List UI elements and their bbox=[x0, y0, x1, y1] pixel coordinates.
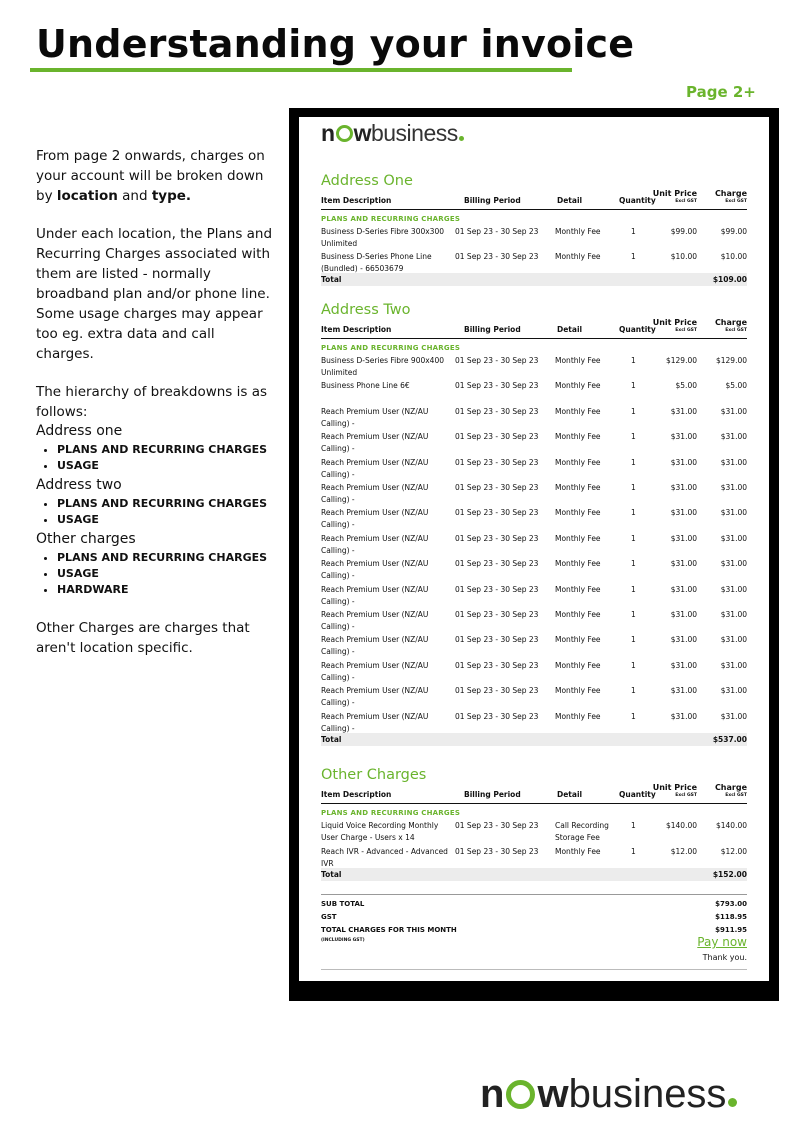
row-detail: Monthly Fee bbox=[555, 406, 601, 416]
footer-logo-letter-n: n bbox=[480, 1072, 505, 1116]
row-quantity: 1 bbox=[631, 252, 636, 261]
row-description: Reach Premium User (NZ/AU Calling) - bbox=[321, 483, 429, 504]
hierarchy-groups bbox=[36, 422, 276, 598]
footer-logo-dot-icon bbox=[728, 1098, 737, 1107]
row-quantity: 1 bbox=[631, 457, 636, 467]
header-quantity: Quantity bbox=[619, 196, 656, 205]
logo-letter-n: n bbox=[321, 120, 335, 146]
row-detail: Monthly Fee bbox=[555, 432, 601, 442]
row-detail: Monthly Fee bbox=[555, 711, 601, 721]
footer-logo-ring-icon bbox=[506, 1080, 535, 1109]
footer-logo-word: business bbox=[568, 1072, 727, 1116]
row-billing-period: 01 Sep 23 - 30 Sep 23 bbox=[455, 432, 539, 442]
row-detail: Monthly Fee bbox=[555, 381, 601, 391]
hierarchy-group-list bbox=[36, 496, 276, 528]
row-detail: Monthly Fee bbox=[555, 483, 601, 492]
pay-now-link[interactable]: Pay now bbox=[697, 935, 747, 949]
thank-you-text: Thank you. bbox=[702, 953, 747, 962]
header-detail: Detail bbox=[557, 325, 583, 334]
row-description: Reach IVR - Advanced - Advanced IVR bbox=[321, 846, 448, 868]
row-detail: Monthly Fee bbox=[555, 559, 601, 569]
total-label: Total bbox=[321, 870, 342, 879]
row-description: Reach Premium User (NZ/AU Calling) - bbox=[321, 711, 429, 733]
row-description: Business D-Series Fibre 900x400 Unlimited bbox=[321, 356, 444, 377]
total-label: Total bbox=[321, 735, 342, 744]
row-billing-period: 01 Sep 23 - 30 Sep 23 bbox=[455, 660, 539, 670]
row-billing-period: 01 Sep 23 - 30 Sep 23 bbox=[455, 821, 539, 830]
row-unit-price: $31.00 bbox=[670, 457, 697, 467]
row-billing-period: 01 Sep 23 - 30 Sep 23 bbox=[455, 584, 539, 594]
header-unit-price-label: Unit Price bbox=[652, 783, 697, 792]
row-charge: $31.00 bbox=[720, 508, 747, 518]
row-charge: $31.00 bbox=[720, 584, 747, 594]
row-unit-price: $31.00 bbox=[670, 686, 697, 696]
other-category: PLANS AND RECURRING CHARGES bbox=[321, 809, 461, 817]
row-quantity: 1 bbox=[631, 660, 636, 670]
row-description: Business Phone Line 6€ bbox=[321, 381, 410, 391]
row-charge: $31.00 bbox=[720, 660, 747, 670]
gst-label: GST bbox=[321, 913, 337, 921]
logo-letter-w: w bbox=[353, 120, 371, 146]
row-detail: Monthly Fee bbox=[555, 252, 601, 261]
invoice-logo bbox=[321, 120, 464, 147]
footer-logo-letter-w: w bbox=[537, 1072, 569, 1116]
row-quantity: 1 bbox=[631, 846, 636, 856]
row-description: Reach Premium User (NZ/AU Calling) - bbox=[321, 660, 429, 682]
row-unit-price: $31.00 bbox=[670, 432, 697, 442]
header-unit-price bbox=[653, 784, 697, 799]
row-detail: Monthly Fee bbox=[555, 508, 601, 518]
row-description: Reach Premium User (NZ/AU Calling) - bbox=[321, 406, 429, 428]
row-quantity: 1 bbox=[631, 227, 636, 236]
header-billing-period: Billing Period bbox=[464, 196, 521, 205]
row-charge: $31.00 bbox=[720, 559, 747, 569]
address_one-category: PLANS AND RECURRING CHARGES bbox=[321, 215, 461, 223]
explainer-panel bbox=[36, 146, 276, 658]
row-description: Reach Premium User (NZ/AU Calling) - bbox=[321, 457, 429, 479]
header-quantity: Quantity bbox=[619, 790, 656, 799]
row-billing-period: 01 Sep 23 - 30 Sep 23 bbox=[455, 508, 539, 518]
header-unit-price bbox=[653, 190, 697, 205]
address_two-total-row bbox=[321, 733, 747, 746]
title-underline bbox=[30, 68, 572, 72]
header-charge-label: Charge bbox=[714, 189, 747, 198]
row-description: Business D-Series Fibre 300x300 Unlimited bbox=[321, 227, 444, 248]
grand-total-label: TOTAL CHARGES FOR THIS MONTH bbox=[321, 926, 457, 934]
row-billing-period: 01 Sep 23 - 30 Sep 23 bbox=[455, 406, 539, 416]
header-detail: Detail bbox=[557, 196, 583, 205]
row-charge: $31.00 bbox=[720, 635, 747, 645]
hierarchy-item: • HARDWARE bbox=[57, 582, 276, 598]
header-item-description: Item Description bbox=[321, 196, 392, 205]
total-value: $152.00 bbox=[712, 870, 747, 879]
row-quantity: 1 bbox=[631, 686, 636, 696]
row-billing-period: 01 Sep 23 - 30 Sep 23 bbox=[455, 483, 539, 492]
row-billing-period: 01 Sep 23 - 30 Sep 23 bbox=[455, 711, 539, 721]
row-unit-price: $31.00 bbox=[670, 483, 697, 492]
row-unit-price: $5.00 bbox=[675, 381, 697, 391]
total-value: $537.00 bbox=[712, 735, 747, 744]
row-unit-price: $31.00 bbox=[670, 559, 697, 569]
row-quantity: 1 bbox=[631, 432, 636, 442]
intro-bold-type: type. bbox=[151, 188, 192, 204]
total-label: Total bbox=[321, 275, 342, 284]
logo-word: business bbox=[370, 120, 458, 146]
row-unit-price: $31.00 bbox=[670, 635, 697, 645]
row-billing-period: 01 Sep 23 - 30 Sep 23 bbox=[455, 356, 539, 365]
row-charge: $31.00 bbox=[720, 406, 747, 416]
hierarchy-group-label: Address two bbox=[36, 477, 122, 493]
hierarchy-intro: The hierarchy of breakdowns is as follows: bbox=[36, 384, 268, 420]
header-unit-price-excl: Excl GST bbox=[675, 793, 697, 798]
table-header bbox=[321, 783, 747, 804]
grand-total-sub: (INCLUDING GST) bbox=[321, 938, 365, 943]
sub-total-label: SUB TOTAL bbox=[321, 900, 365, 908]
row-unit-price: $31.00 bbox=[670, 584, 697, 594]
header-charge-excl: Excl GST bbox=[725, 199, 747, 204]
row-unit-price: $31.00 bbox=[670, 711, 697, 721]
row-description: Reach Premium User (NZ/AU Calling) - bbox=[321, 610, 429, 631]
row-description: Reach Premium User (NZ/AU Calling) - bbox=[321, 432, 429, 454]
row-billing-period: 01 Sep 23 - 30 Sep 23 bbox=[455, 252, 539, 261]
row-charge: $12.00 bbox=[720, 846, 747, 856]
row-quantity: 1 bbox=[631, 610, 636, 619]
row-detail: Monthly Fee bbox=[555, 356, 601, 365]
page-title: Understanding your invoice bbox=[36, 22, 635, 66]
row-billing-period: 01 Sep 23 - 30 Sep 23 bbox=[455, 635, 539, 645]
intro-text-and: and bbox=[117, 188, 152, 204]
bottom-rule bbox=[321, 969, 747, 970]
total-value: $109.00 bbox=[712, 275, 747, 284]
header-unit-price-excl: Excl GST bbox=[675, 328, 697, 333]
plans-paragraph: Under each location, the Plans and Recurring Charges associated with them are listed - normally broadband plan and/or phone line. bbox=[36, 226, 273, 302]
grand-total-value: $911.95 bbox=[715, 926, 747, 934]
row-charge: $10.00 bbox=[720, 252, 747, 261]
row-charge: $31.00 bbox=[720, 533, 747, 543]
sub-total-value: $793.00 bbox=[715, 900, 747, 908]
usage-paragraph: Some usage charges may appear too eg. extra data and call charges. bbox=[36, 306, 263, 362]
row-detail: Monthly Fee bbox=[555, 635, 601, 645]
row-detail: Monthly Fee bbox=[555, 533, 601, 543]
address_one-total-row bbox=[321, 273, 747, 286]
row-billing-period: 01 Sep 23 - 30 Sep 23 bbox=[455, 381, 539, 391]
intro-bold-location: location bbox=[56, 188, 118, 204]
header-billing-period: Billing Period bbox=[464, 790, 521, 799]
row-quantity: 1 bbox=[631, 711, 636, 721]
header-charge-label: Charge bbox=[714, 318, 747, 327]
row-quantity: 1 bbox=[631, 381, 636, 391]
other-total-row bbox=[321, 868, 747, 881]
row-description: Reach Premium User (NZ/AU Calling) - bbox=[321, 508, 429, 530]
hierarchy-group-label: Address one bbox=[36, 423, 123, 439]
header-unit-price bbox=[653, 319, 697, 334]
header-charge-excl: Excl GST bbox=[725, 328, 747, 333]
page-tag: Page 2+ bbox=[686, 83, 756, 101]
row-description: Reach Premium User (NZ/AU Calling) - bbox=[321, 686, 429, 708]
row-unit-price: $31.00 bbox=[670, 508, 697, 518]
other-title: Other Charges bbox=[321, 767, 427, 783]
row-unit-price: $31.00 bbox=[670, 610, 697, 619]
hierarchy-item: • PLANS AND RECURRING CHARGES bbox=[57, 550, 276, 566]
row-billing-period: 01 Sep 23 - 30 Sep 23 bbox=[455, 227, 539, 236]
header-item-description: Item Description bbox=[321, 325, 392, 334]
intro-paragraph bbox=[36, 146, 276, 206]
header-billing-period: Billing Period bbox=[464, 325, 521, 334]
header-unit-price-label: Unit Price bbox=[652, 189, 697, 198]
row-description: Business D-Series Phone Line (Bundled) - 66503679 bbox=[321, 252, 432, 273]
row-quantity: 1 bbox=[631, 533, 636, 543]
row-quantity: 1 bbox=[631, 483, 636, 492]
row-description: Liquid Voice Recording Monthly User Charge - Users x 14 bbox=[321, 821, 439, 842]
hierarchy-item: • PLANS AND RECURRING CHARGES bbox=[57, 496, 276, 512]
summary-rule bbox=[321, 894, 747, 895]
address_two-title: Address Two bbox=[321, 302, 411, 318]
row-quantity: 1 bbox=[631, 356, 636, 365]
header-charge bbox=[715, 190, 747, 205]
row-billing-period: 01 Sep 23 - 30 Sep 23 bbox=[455, 559, 539, 569]
logo-dot-icon bbox=[459, 136, 464, 141]
hierarchy-group-label: Other charges bbox=[36, 531, 136, 547]
row-unit-price: $99.00 bbox=[670, 227, 697, 236]
row-billing-period: 01 Sep 23 - 30 Sep 23 bbox=[455, 533, 539, 543]
hierarchy-item: • USAGE bbox=[57, 566, 276, 582]
row-unit-price: $140.00 bbox=[665, 821, 697, 830]
row-charge: $31.00 bbox=[720, 432, 747, 442]
row-billing-period: 01 Sep 23 - 30 Sep 23 bbox=[455, 846, 539, 856]
row-unit-price: $31.00 bbox=[670, 660, 697, 670]
logo-ring-icon bbox=[336, 125, 353, 142]
header-unit-price-label: Unit Price bbox=[652, 318, 697, 327]
row-charge: $140.00 bbox=[715, 821, 747, 830]
row-description: Reach Premium User (NZ/AU Calling) - bbox=[321, 533, 429, 555]
row-quantity: 1 bbox=[631, 821, 636, 830]
row-detail: Monthly Fee bbox=[555, 584, 601, 594]
row-detail: Monthly Fee bbox=[555, 610, 601, 619]
hierarchy-group-list bbox=[36, 550, 276, 598]
intro-text: From page 2 onwards, charges on your account will be broken down by bbox=[36, 148, 265, 204]
row-billing-period: 01 Sep 23 - 30 Sep 23 bbox=[455, 610, 539, 619]
header-detail: Detail bbox=[557, 790, 583, 799]
row-detail: Monthly Fee bbox=[555, 686, 601, 696]
header-charge-label: Charge bbox=[714, 783, 747, 792]
header-charge bbox=[715, 319, 747, 334]
row-unit-price: $31.00 bbox=[670, 406, 697, 416]
hierarchy-item: • USAGE bbox=[57, 512, 276, 528]
invoice-sheet bbox=[299, 117, 769, 981]
row-quantity: 1 bbox=[631, 508, 636, 518]
row-quantity: 1 bbox=[631, 584, 636, 594]
row-charge: $99.00 bbox=[720, 227, 747, 236]
row-detail: Monthly Fee bbox=[555, 846, 601, 856]
row-description: Reach Premium User (NZ/AU Calling) - bbox=[321, 584, 429, 606]
row-quantity: 1 bbox=[631, 406, 636, 416]
header-item-description: Item Description bbox=[321, 790, 392, 799]
row-charge: $31.00 bbox=[720, 483, 747, 492]
row-description: Reach Premium User (NZ/AU Calling) - bbox=[321, 635, 429, 657]
row-charge: $31.00 bbox=[720, 610, 747, 619]
header-quantity: Quantity bbox=[619, 325, 656, 334]
header-charge bbox=[715, 784, 747, 799]
table-header bbox=[321, 189, 747, 210]
row-billing-period: 01 Sep 23 - 30 Sep 23 bbox=[455, 457, 539, 467]
row-charge: $5.00 bbox=[725, 381, 747, 391]
header-charge-excl: Excl GST bbox=[725, 793, 747, 798]
row-detail: Monthly Fee bbox=[555, 660, 601, 670]
row-unit-price: $31.00 bbox=[670, 533, 697, 543]
row-billing-period: 01 Sep 23 - 30 Sep 23 bbox=[455, 686, 539, 696]
row-detail: Monthly Fee bbox=[555, 227, 601, 236]
invoice-preview-frame bbox=[289, 108, 779, 1001]
gst-value: $118.95 bbox=[715, 913, 747, 921]
address_one-title: Address One bbox=[321, 173, 413, 189]
hierarchy-group-list bbox=[36, 442, 276, 474]
table-header bbox=[321, 318, 747, 339]
row-unit-price: $10.00 bbox=[670, 252, 697, 261]
footer-logo bbox=[480, 1072, 737, 1117]
address_two-category: PLANS AND RECURRING CHARGES bbox=[321, 344, 461, 352]
row-charge: $129.00 bbox=[715, 356, 747, 365]
row-quantity: 1 bbox=[631, 559, 636, 569]
row-charge: $31.00 bbox=[720, 457, 747, 467]
row-description: Reach Premium User (NZ/AU Calling) - bbox=[321, 559, 429, 581]
header-unit-price-excl: Excl GST bbox=[675, 199, 697, 204]
hierarchy-item: • PLANS AND RECURRING CHARGES bbox=[57, 442, 276, 458]
row-charge: $31.00 bbox=[720, 686, 747, 696]
row-quantity: 1 bbox=[631, 635, 636, 645]
hierarchy-item: • USAGE bbox=[57, 458, 276, 474]
row-unit-price: $129.00 bbox=[665, 356, 697, 365]
closing-paragraph: Other Charges are charges that aren't location specific. bbox=[36, 620, 250, 656]
row-unit-price: $12.00 bbox=[670, 846, 697, 856]
row-detail: Call Recording Storage Fee bbox=[555, 821, 609, 842]
row-detail: Monthly Fee bbox=[555, 457, 601, 467]
row-charge: $31.00 bbox=[720, 711, 747, 721]
